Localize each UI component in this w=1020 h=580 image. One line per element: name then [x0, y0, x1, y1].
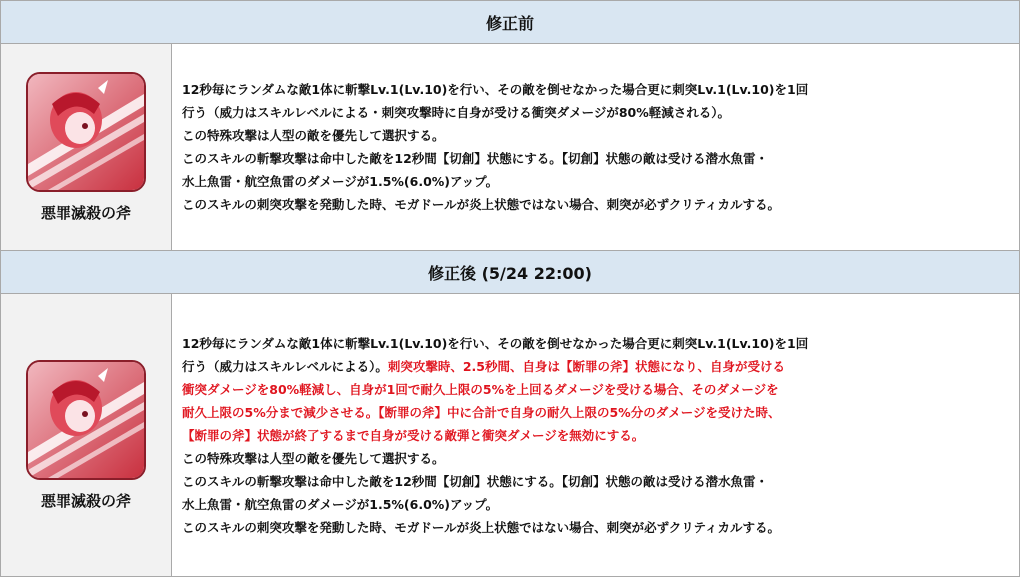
description-line: このスキルの刺突攻撃を発動した時、モガドールが炎上状態ではない場合、刺突が必ずクリティカルする。: [182, 519, 781, 535]
description-line: 水上魚雷・航空魚雷のダメージが1.5%(6.0%)アップ。: [182, 496, 499, 512]
before-header-label: 修正前: [485, 13, 534, 33]
added-line: 耐久上限の5%分まで減少させる。【断罪の斧】中に合計で自身の耐久上限の5%分のダメージを受けた時、: [182, 404, 781, 420]
skill-icon: [26, 360, 146, 480]
skill-icon: [26, 72, 146, 192]
description-line: このスキルの刺突攻撃を発動した時、モガドールが炎上状態ではない場合、刺突が必ずクリティカルする。: [182, 197, 781, 212]
before-description: [172, 44, 1019, 250]
after-description: [172, 294, 1019, 576]
description-line: このスキルの斬撃攻撃は命中した敵を12秒間【切創】状態にする。【切創】状態の敵は受ける潜水魚雷・: [182, 473, 769, 489]
description-line: 12秒毎にランダムな敵1体に斬撃Lv.1(Lv.10)を行い、その敵を倒せなかった場合更に刺突Lv.1(Lv.10)を1回: [182, 335, 809, 351]
description-line: 行う（威力はスキルレベルによる・刺突攻撃時に自身が受ける衝突ダメージが80%軽減される）。: [182, 105, 730, 120]
before-header: [1, 1, 1019, 44]
added-line: 【断罪の斧】状態が終了するまで自身が受ける敵弾と衝突ダメージを無効にする。: [182, 427, 645, 443]
after-skill-cell: [1, 294, 172, 576]
description-line: このスキルの斬撃攻撃は命中した敵を12秒間【切創】状態にする。【切創】状態の敵は受ける潜水魚雷・: [182, 151, 769, 166]
after-skill-name: 悪罪滅殺の斧: [40, 491, 131, 510]
description-line: 12秒毎にランダムな敵1体に斬撃Lv.1(Lv.10)を行い、その敵を倒せなかった場合更に刺突Lv.1(Lv.10)を1回: [182, 82, 809, 97]
added-line: 衝突ダメージを80%軽減し、自身が1回で耐久上限の5%を上回るダメージを受ける場合、そのダメージを: [182, 381, 779, 397]
after-row: [1, 294, 1019, 576]
before-row: [1, 44, 1019, 251]
description-line-mixed: [182, 355, 1011, 378]
added-text: 刺突攻撃時、2.5秒間、自身は【断罪の斧】状態になり、自身が受ける: [387, 358, 785, 374]
before-skill-name: 悪罪滅殺の斧: [40, 203, 131, 222]
description-line: この特殊攻撃は人型の敵を優先して選択する。: [182, 128, 445, 143]
before-skill-cell: [1, 44, 172, 250]
description-text: 行う（威力はスキルレベルによる）。: [182, 358, 388, 374]
after-header: [1, 251, 1019, 294]
after-header-label: 修正後 (5/24 22:00): [428, 263, 592, 283]
description-line: 水上魚雷・航空魚雷のダメージが1.5%(6.0%)アップ。: [182, 174, 499, 189]
description-line: この特殊攻撃は人型の敵を優先して選択する。: [182, 450, 445, 466]
